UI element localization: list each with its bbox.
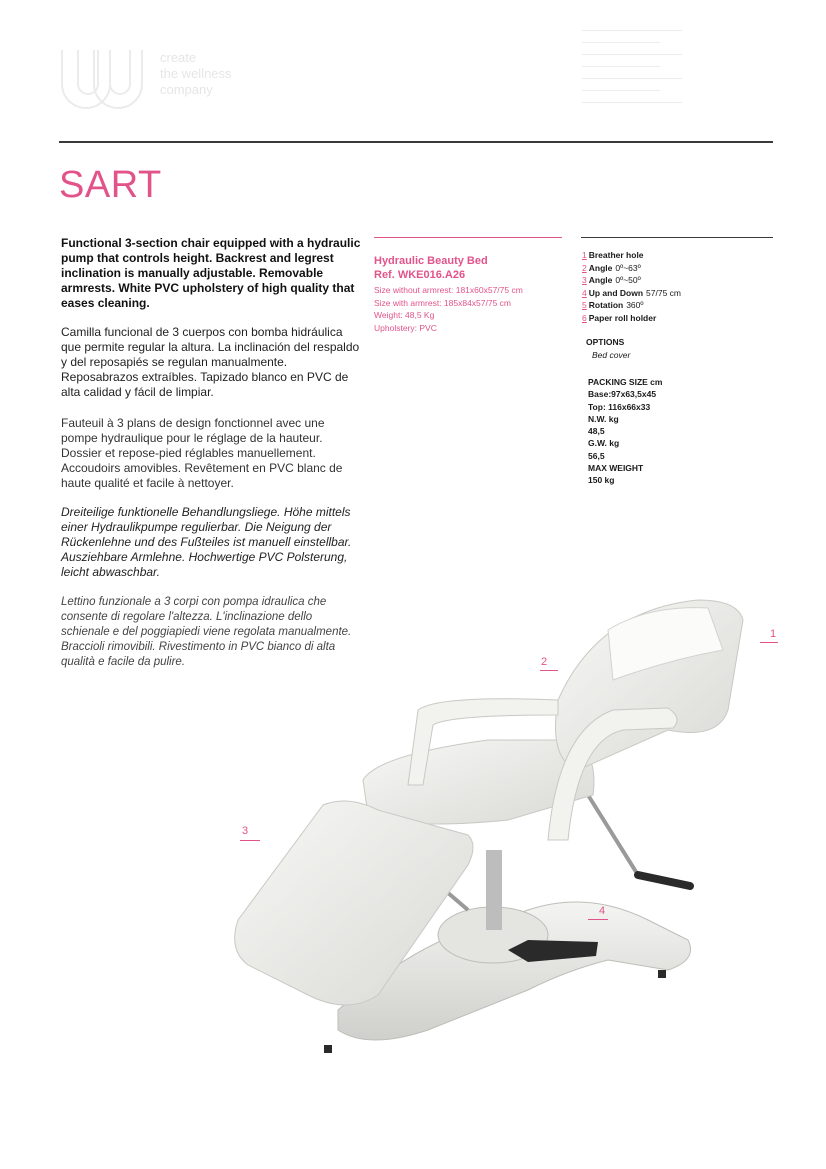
- product-image: [228, 590, 788, 1058]
- packing-line: Base:97x63,5x45: [588, 389, 657, 400]
- packing-line: G.W. kg: [588, 438, 620, 449]
- callout-1-line: [760, 642, 778, 643]
- packing-block: [588, 376, 662, 487]
- spec-line: Weight: 48,5 Kg: [374, 310, 435, 320]
- parts-list: [582, 249, 772, 324]
- parts-divider: [581, 237, 773, 238]
- description-it: Lettino funzionale a 3 corpi con pompa idraulica che consente di regolare l'altezza. L'inclinazione dello schienale e del poggiapiedi viene regolata manualmente. Braccioli rimovibili. Rivestimento in PVC bianco di alta qualità e facile da pulire.: [61, 596, 352, 668]
- description-fr: Fauteuil à 3 plans de design fonctionnel avec une pompe hydraulique pour le réglage de la hauteur. Dossier et repose-pied réglables manuellement. Accoudoirs amovibles. Revêtement en PVC blanc de haute qualité et facile à nettoyer.: [61, 416, 343, 490]
- callout-1: 1: [770, 628, 777, 640]
- callout-3: 3: [242, 825, 249, 837]
- part-item: 6 Paper roll holder: [582, 312, 657, 323]
- options-value: Bed cover: [592, 349, 631, 360]
- packing-line: 56,5: [588, 450, 605, 461]
- callout-3-line: [240, 840, 260, 841]
- spec-name: Hydraulic Beauty Bed: [374, 255, 488, 267]
- callout-4-line: [588, 919, 608, 920]
- spec-line: Upholstery: PVC: [374, 322, 437, 333]
- spec-divider: [374, 237, 562, 238]
- packing-line: Top: 116x66x33: [588, 401, 651, 412]
- product-title: SART: [59, 164, 162, 206]
- packing-line: PACKING SIZE cm: [588, 377, 663, 387]
- callout-2: 2: [541, 656, 548, 668]
- packing-line: 48,5: [588, 426, 605, 437]
- options-block: [586, 336, 630, 361]
- part-item: 4 Up and Down 57/75 cm: [582, 287, 682, 298]
- part-item: 2 Angle 0º~63º: [582, 262, 641, 273]
- logo-wordmark: create the wellness company: [160, 50, 232, 97]
- part-item: 1 Breather hole: [582, 250, 644, 260]
- part-item: 5 Rotation 360º: [582, 300, 644, 310]
- packing-line: N.W. kg: [588, 413, 619, 424]
- spec-ref: Ref. WKE016.A26: [374, 269, 466, 281]
- spec-line: Size without armrest: 181x60x57/75 cm: [374, 285, 523, 295]
- callout-2-line: [540, 670, 558, 671]
- callout-4: 4: [599, 905, 606, 917]
- header-divider: [59, 141, 773, 143]
- options-heading: OPTIONS: [586, 337, 625, 347]
- faint-contact-block: [582, 30, 682, 114]
- description-es: Camilla funcional de 3 cuerpos con bomba hidráulica que permite regular la altura. La inclinación del respaldo y del reposapiés se regulan manualmente. Reposabrazos extraíbles. Tapizado blanco en PVC de alta calidad y fácil de limpiar.: [61, 325, 360, 399]
- spec-block: [374, 254, 574, 334]
- part-item: 3 Angle 0º~50º: [582, 275, 641, 285]
- spec-line: Size with armrest: 185x84x57/75 cm: [374, 297, 512, 308]
- description-en: Functional 3-section chair equipped with a hydraulic pump that controls height. Backrest and legrest inclination is manually adjustable. Removable armrests. White PVC upholstery of high quality that eases cleaning.: [61, 236, 361, 310]
- packing-line: 150 kg: [588, 475, 615, 486]
- description-de: Dreiteilige funktionelle Behandlungsliege. Höhe mittels einer Hydraulikpumpe regulierbar. Die Neigung der Rückenlehne und des Fußteiles ist manuell einstellbar. Ausziehbare Armlehne. Hochwertige PVC Polsterung, leicht abwaschbar.: [61, 505, 352, 579]
- packing-line: MAX WEIGHT: [588, 463, 644, 474]
